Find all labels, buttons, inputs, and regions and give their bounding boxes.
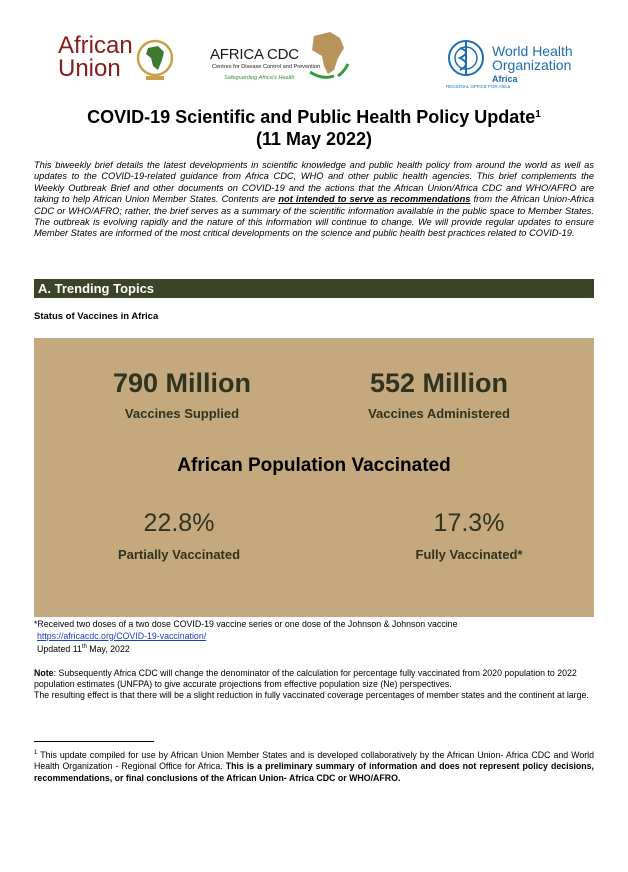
partially-vaccinated-stat [84,509,274,562]
footnote-1 [34,748,594,784]
title-footnote-mark: 1 [535,109,541,120]
vaccination-source-link[interactable]: https://africacdc.org/COVID-19-vaccination/ [37,630,207,641]
cdc-logo-subtitle: Centres for Disease Control and Prevention [212,64,321,70]
intro-text-part2: from the African Union-Africa CDC or WHO/AFRO; rather, the brief serves as a summary of the scientific information available in the public space to Member States. The outbreak is evolving rapidly and the nature of this information will continue to change. We will provide regular updates to ensure Member States are informed of the most critical developments on the science and public health best practices related to COVID-19. [34,194,594,239]
au-logo-line1: African [58,32,133,59]
note-text2: The resulting effect is that there will be a slight reduction in fully vaccinated coverage percentages of member states and the continent at large. [34,690,589,701]
footnote-disclaimer: This is a preliminary summary of information and does not represent policy decisions, recommendations, or final conclusions of the African Union- Africa CDC or WHO/AFRO. [34,761,594,783]
logo-row [0,22,628,92]
denominator-note [34,668,594,702]
vaccines-supplied-label: Vaccines Supplied [124,406,240,421]
who-logo-line2: Organization [492,57,572,73]
vaccines-supplied-value: 790 Million [112,368,252,398]
vaccines-supplied-stat [82,368,282,421]
africa-cdc-logo [210,28,360,94]
note-text1: : Subsequently Africa CDC will change the denominator of the calculation for percentage fully vaccinated from 2020 population to 2022 population estimates (UNFPA) to give accurate projections from effective population size (Ne) perspectives. [34,668,577,690]
vaccines-administered-value: 552 Million [369,368,509,398]
who-logo [446,38,576,90]
fully-vaccinated-label: Fully Vaccinated* [415,547,523,562]
footnote-text: This update compiled for use by African Union Member States and is developed collaboratively by the African Union- Africa CDC and World Health Organization - Regional Office for Africa. [34,749,594,772]
cdc-logo-title: AFRICA CDC [210,46,299,63]
intro-paragraph [34,160,594,240]
section-heading-trending-topics: A. Trending Topics [34,279,594,298]
note-label: Note [34,668,54,678]
au-emblem-icon [136,36,174,82]
vaccines-administered-stat [334,368,544,421]
vaccines-administered-label: Vaccines Administered [368,406,510,421]
page-title [0,106,628,150]
au-logo-line2: Union [58,55,121,82]
subheading-vaccine-status: Status of Vaccines in Africa [34,311,159,322]
title-line1: COVID-19 Scientific and Public Health Policy Update [87,107,536,127]
updated-date: Updated 11th May, 2022 [37,643,130,654]
vaccination-definition-note [34,619,594,655]
vaccine-status-panel [34,338,594,617]
footnote-mark: 1 [34,750,38,756]
intro-text-part1: This biweekly brief details the latest developments in scientific knowledge and public health policy from around the world as well as updates to the COVID-19-related guidance from Africa CDC, WHO and other public health agencies. This brief complements the Weekly Outbreak Brief and other documents on COVID-19 and the actions that the African Union/Africa CDC and WHO/AFRO are taking to help African Union Member States. Contents are [34,160,594,205]
fully-vaccinated-stat [374,509,564,562]
who-regional-office: REGIONAL OFFICE FOR Africa [446,84,511,89]
intro-emphasis: not intended to serve as recommendations [278,194,471,205]
partially-vaccinated-label: Partially Vaccinated [117,547,241,562]
who-logo-region: Africa [492,74,518,84]
who-emblem-icon [446,38,486,80]
who-logo-line1: World Health [492,43,573,59]
title-date: (11 May 2022) [255,129,373,149]
cdc-logo-tagline: Safeguarding Africa's Health [224,75,295,81]
fully-vaccinated-value: 17.3% [433,509,505,537]
definition-text: *Received two doses of a two dose COVID-19 vaccine series or one dose of the Johnson & Johnson vaccine [34,619,458,629]
african-union-logo [58,34,178,94]
footnote-divider [34,741,154,742]
population-vaccinated-title: African Population Vaccinated [177,455,451,476]
africa-map-icon [304,28,352,80]
partially-vaccinated-value: 22.8% [143,509,215,537]
